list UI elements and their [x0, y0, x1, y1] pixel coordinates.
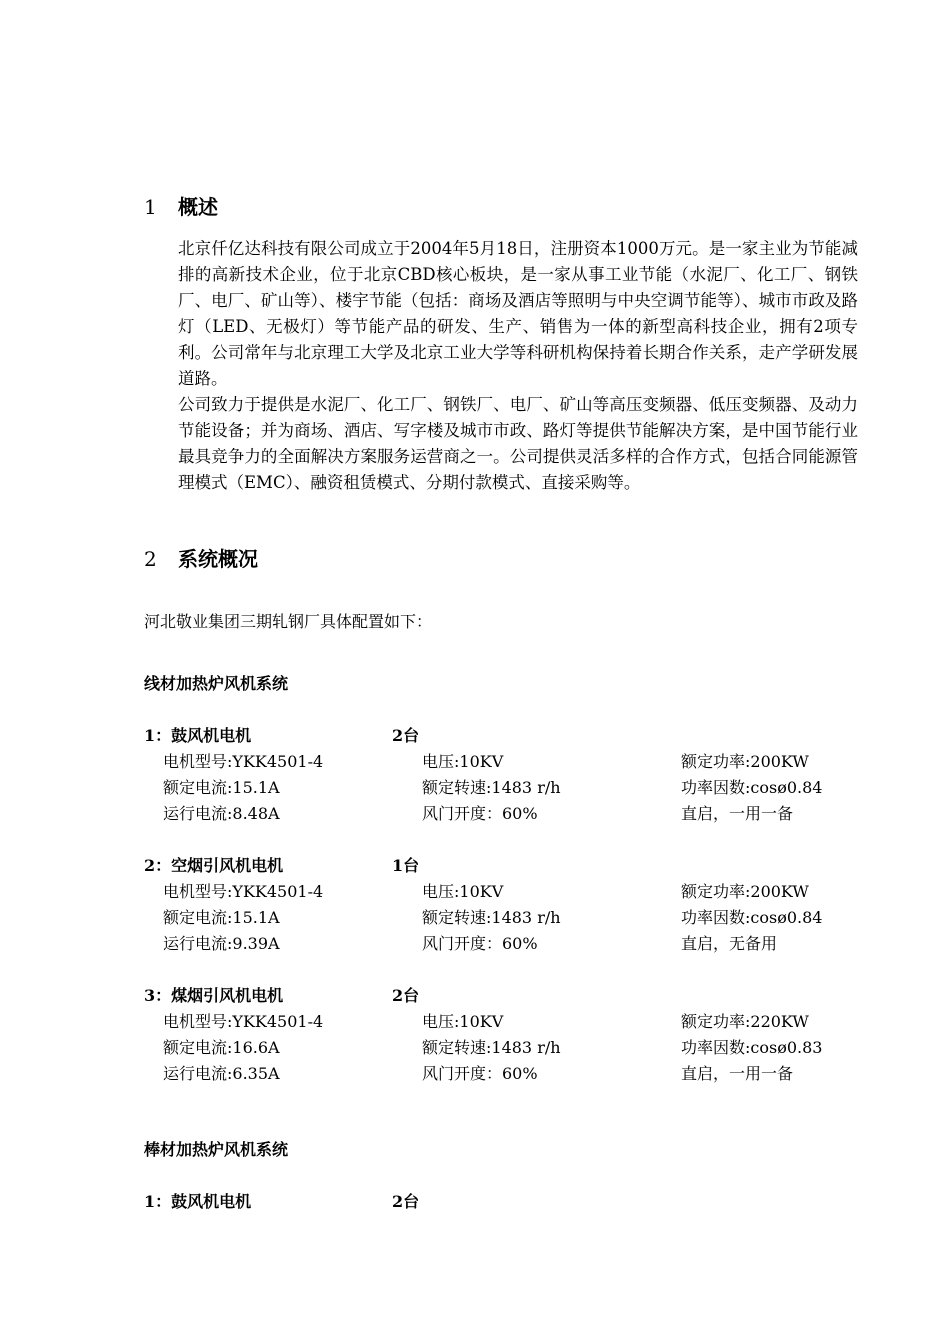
spec-cell: 额定电流:15.1A — [163, 908, 280, 927]
bar-system-title: 棒材加热炉风机系统 — [144, 1140, 289, 1159]
motor-title: 3：煤烟引风机电机 — [144, 986, 284, 1005]
section-heading-overview — [144, 191, 218, 220]
section-title: 系统概况 — [178, 547, 258, 571]
spec-cell: 额定转速:1483 r/h — [422, 778, 561, 797]
spec-cell: 风门开度：60% — [422, 934, 538, 953]
spec-cell: 功率因数:cosø0.83 — [681, 1038, 823, 1057]
system-intro: 河北敬业集团三期轧钢厂具体配置如下： — [144, 612, 433, 631]
motor-count: 2台 — [392, 986, 420, 1005]
spec-cell: 电压:10KV — [422, 1012, 504, 1031]
section-number: 2 — [144, 547, 157, 571]
section-heading-system — [144, 543, 258, 572]
spec-cell: 额定电流:15.1A — [163, 778, 280, 797]
motor-count: 2台 — [392, 726, 420, 745]
overview-paragraph-2: 公司致力于提供是水泥厂、化工厂、钢铁厂、电厂、矿山等高压变频器、低压变频器、及动力节能设备；并为商场、酒店、写字楼及城市市政、路灯等提供节能解决方案，是中国节能行业最具竞争力的全面解决方案服务运营商之一。公司提供灵活多样的合作方式，包括合同能源管理模式（EMC）、融资租赁模式、分期付款模式、直接采购等。 — [178, 395, 858, 492]
spec-cell: 运行电流:8.48A — [163, 804, 280, 823]
spec-cell: 额定电流:16.6A — [163, 1038, 280, 1057]
spec-cell: 额定转速:1483 r/h — [422, 1038, 561, 1057]
spec-cell: 电压:10KV — [422, 752, 504, 771]
spec-cell: 运行电流:6.35A — [163, 1064, 280, 1083]
spec-cell: 直启，一用一备 — [681, 804, 794, 823]
section-number: 1 — [144, 195, 157, 219]
spec-cell: 直启，无备用 — [681, 934, 778, 953]
spec-cell: 电压:10KV — [422, 882, 504, 901]
section-title: 概述 — [178, 195, 218, 219]
spec-cell: 风门开度：60% — [422, 1064, 538, 1083]
spec-cell: 额定功率:220KW — [681, 1012, 809, 1031]
wire-system-title: 线材加热炉风机系统 — [144, 674, 289, 693]
spec-cell: 直启，一用一备 — [681, 1064, 794, 1083]
motor-title: 1：鼓风机电机 — [144, 726, 252, 745]
motor-title: 1：鼓风机电机 — [144, 1192, 252, 1211]
spec-cell: 运行电流:9.39A — [163, 934, 280, 953]
spec-cell: 电机型号:YKK4501-4 — [163, 752, 324, 771]
spec-cell: 功率因数:cosø0.84 — [681, 778, 823, 797]
motor-count: 1台 — [392, 856, 420, 875]
spec-cell: 风门开度：60% — [422, 804, 538, 823]
motor-count: 2台 — [392, 1192, 420, 1211]
spec-cell: 额定功率:200KW — [681, 882, 809, 901]
spec-cell: 电机型号:YKK4501-4 — [163, 1012, 324, 1031]
spec-cell: 电机型号:YKK4501-4 — [163, 882, 324, 901]
spec-cell: 额定功率:200KW — [681, 752, 809, 771]
spec-cell: 功率因数:cosø0.84 — [681, 908, 823, 927]
spec-cell: 额定转速:1483 r/h — [422, 908, 561, 927]
overview-paragraph-1: 北京仟亿达科技有限公司成立于2004年5月18日，注册资本1000万元。是一家主业为节能减排的高新技术企业，位于北京CBD核心板块，是一家从事工业节能（水泥厂、化工厂、钢铁厂、电厂、矿山等）、楼宇节能（包括：商场及酒店等照明与中央空调节能等）、城市市政及路灯（LED、无极灯）等节能产品的研发、生产、销售为一体的新型高科技企业，拥有2项专利。公司常年与北京理工大学及北京工业大学等科研机构保持着长期合作关系，走产学研发展道路。 — [178, 239, 858, 388]
motor-title: 2：空烟引风机电机 — [144, 856, 284, 875]
